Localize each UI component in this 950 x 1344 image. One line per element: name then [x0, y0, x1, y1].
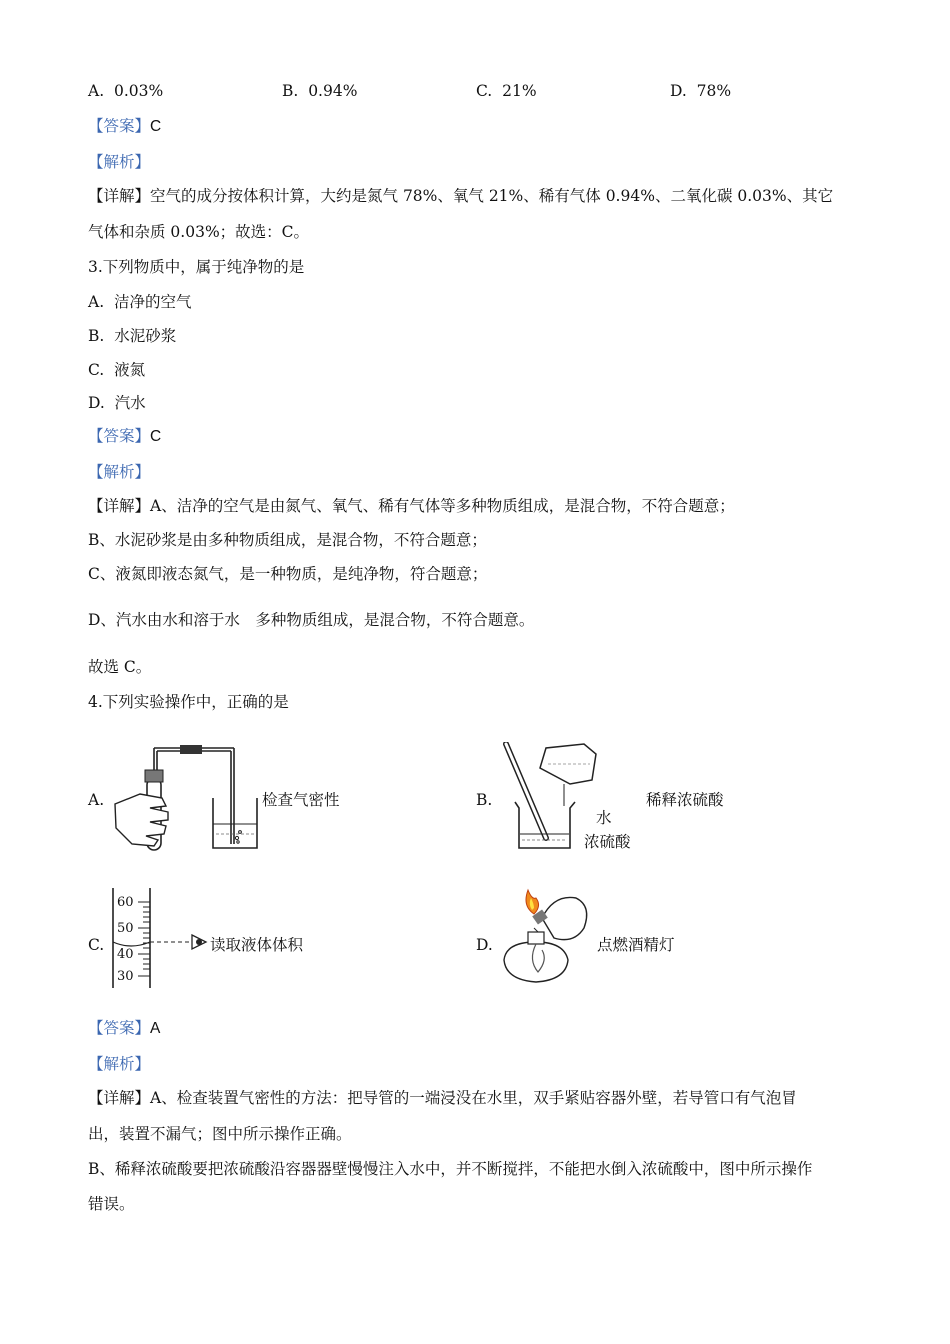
- q4-detail-a-line-1: 【详解】A、检查装置气密性的方法：把导管的一端浸没在水里，双手紧贴容器外壁，若导管口有气泡冒: [88, 1089, 797, 1107]
- q4-detail-b-line-2: 错误。: [88, 1195, 135, 1213]
- q3-option-d: D. 汽水: [88, 394, 146, 412]
- q4-analysis-label: 【解析】: [88, 1055, 151, 1073]
- q3-analysis-label: 【解析】: [88, 463, 151, 481]
- tick-30: 30: [117, 969, 134, 984]
- q3-option-a: A. 洁净的空气: [88, 293, 192, 311]
- tick-40: 40: [117, 947, 134, 962]
- q3-answer: 【答案】C: [88, 427, 162, 445]
- q4-option-a-letter: A.: [88, 791, 105, 809]
- q2-option-a: A. 0.03%: [88, 82, 164, 100]
- q4-option-d-letter: D.: [476, 936, 493, 954]
- q4-option-d-caption: 点燃酒精灯: [597, 936, 675, 954]
- alcohol-lamp-figure: [498, 884, 594, 988]
- q4-answer: 【答案】A: [88, 1019, 161, 1037]
- q3-stem: 3.下列物质中，属于纯净物的是: [88, 258, 305, 276]
- q2-answer: 【答案】C: [88, 117, 162, 135]
- q2-detail-line-2: 气体和杂质 0.03%；故选：C。: [88, 223, 310, 241]
- tick-50: 50: [117, 921, 134, 936]
- q2-option-d: D. 78%: [670, 82, 732, 100]
- tick-60: 60: [117, 895, 134, 910]
- label-conc-acid: 浓硫酸: [584, 833, 631, 851]
- q4-detail-b-line-1: B、稀释浓硫酸要把浓硫酸沿容器器壁慢慢注入水中，并不断搅拌，不能把水倒入浓硫酸中，图中所示操作: [88, 1160, 813, 1178]
- beaker-a-figure: [210, 794, 260, 852]
- q3-detail-a: 【详解】A、洁净的空气是由氮气、氧气、稀有气体等多种物质组成，是混合物，不符合题意；: [88, 497, 735, 515]
- q3-detail-d: D、汽水由水和溶于水 多种物质组成，是混合物，不符合题意。: [88, 611, 535, 629]
- q4-option-a-caption: 检查气密性: [262, 791, 340, 809]
- q2-option-b: B. 0.94%: [282, 82, 358, 100]
- q4-stem: 4.下列实验操作中，正确的是: [88, 693, 289, 711]
- q2-detail-line-1: 【详解】空气的成分按体积计算，大约是氮气 78%、氧气 21%、稀有气体 0.94%、二氧化碳 0.03%、其它: [88, 187, 834, 205]
- q3-conclusion: 故选 C。: [88, 658, 152, 676]
- q4-option-c-caption: 读取液体体积: [210, 936, 304, 954]
- q2-analysis-label: 【解析】: [88, 153, 151, 171]
- q4-option-c-letter: C.: [88, 936, 105, 954]
- q4-detail-a-line-2: 出，装置不漏气；图中所示操作正确。: [88, 1125, 352, 1143]
- q3-detail-c: C、液氮即液态氮气，是一种物质，是纯净物，符合题意；: [88, 565, 488, 583]
- q4-option-b-caption: 稀释浓硫酸: [646, 791, 724, 809]
- q3-option-c: C. 液氮: [88, 361, 146, 379]
- q4-option-b-letter: B.: [476, 791, 493, 809]
- q3-detail-b: B、水泥砂浆是由多种物质组成，是混合物，不符合题意；: [88, 531, 487, 549]
- q3-option-b: B. 水泥砂浆: [88, 327, 177, 345]
- q2-option-c: C. 21%: [476, 82, 537, 100]
- label-water: 水: [596, 809, 612, 827]
